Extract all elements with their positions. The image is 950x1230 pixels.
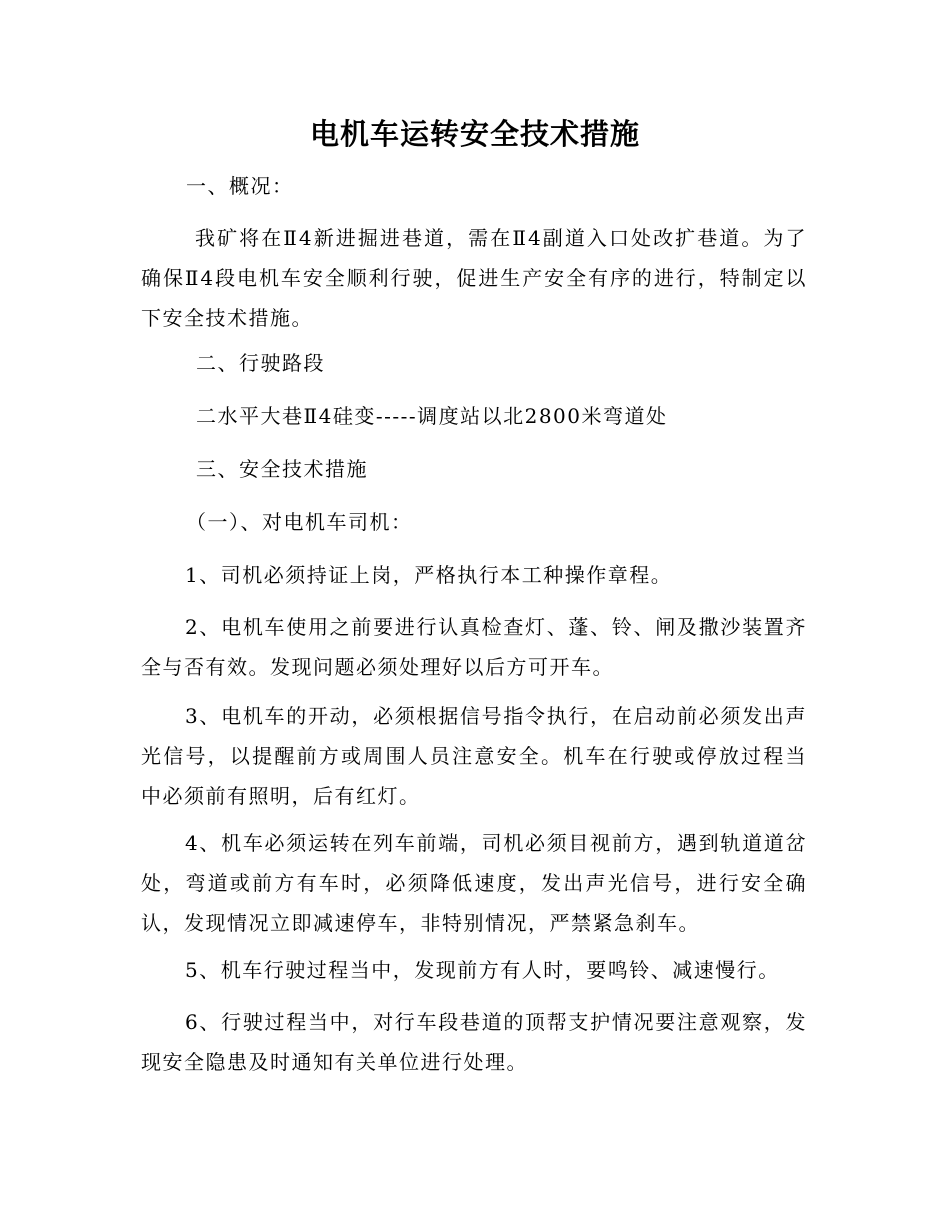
measure-item-6: 6、行驶过程当中，对行车段巷道的顶帮支护情况要注意观察，发现安全隐患及时通知有关单位进行处理。 bbox=[141, 1010, 807, 1074]
measure-item-1: 1、司机必须持证上岗，严格执行本工种操作章程。 bbox=[185, 563, 673, 587]
section-heading-route: 二、行驶路段 bbox=[196, 351, 325, 375]
measure-item-5: 5、机车行驶过程当中，发现前方有人时，要鸣铃、减速慢行。 bbox=[185, 958, 780, 982]
section-heading-overview: 一、概况： bbox=[186, 174, 294, 198]
section-heading-measures: 三、安全技术措施 bbox=[196, 457, 368, 481]
measure-item-2: 2、电机车使用之前要进行认真检查灯、蓬、铃、闸及撒沙装置齐全与否有效。发现问题必须处理好以后方可开车。 bbox=[141, 615, 807, 679]
document-title: 电机车运转安全技术措施 bbox=[309, 117, 640, 151]
measure-item-3: 3、电机车的开动，必须根据信号指令执行，在启动前必须发出声光信号，以提醒前方或周围人员注意安全。机车在行驶或停放过程当中必须前有照明，后有红灯。 bbox=[141, 704, 807, 808]
subsection-heading-driver: （一）、对电机车司机： bbox=[186, 510, 413, 534]
measure-item-4: 4、机车必须运转在列车前端，司机必须目视前方，遇到轨道道岔处，弯道或前方有车时，必须降低速度，发出声光信号，进行安全确认，发现情况立即减速停车，非特别情况，严禁紧急刹车。 bbox=[141, 831, 807, 935]
route-description: 二水平大巷Ⅱ4硅变-----调度站以北2800米弯道处 bbox=[196, 404, 668, 428]
overview-paragraph: 我矿将在Ⅱ4新进掘进巷道，需在Ⅱ4副道入口处改扩巷道。为了确保Ⅱ4段电机车安全顺利行驶，促进生产安全有序的进行，特制定以下安全技术措施。 bbox=[141, 226, 807, 330]
